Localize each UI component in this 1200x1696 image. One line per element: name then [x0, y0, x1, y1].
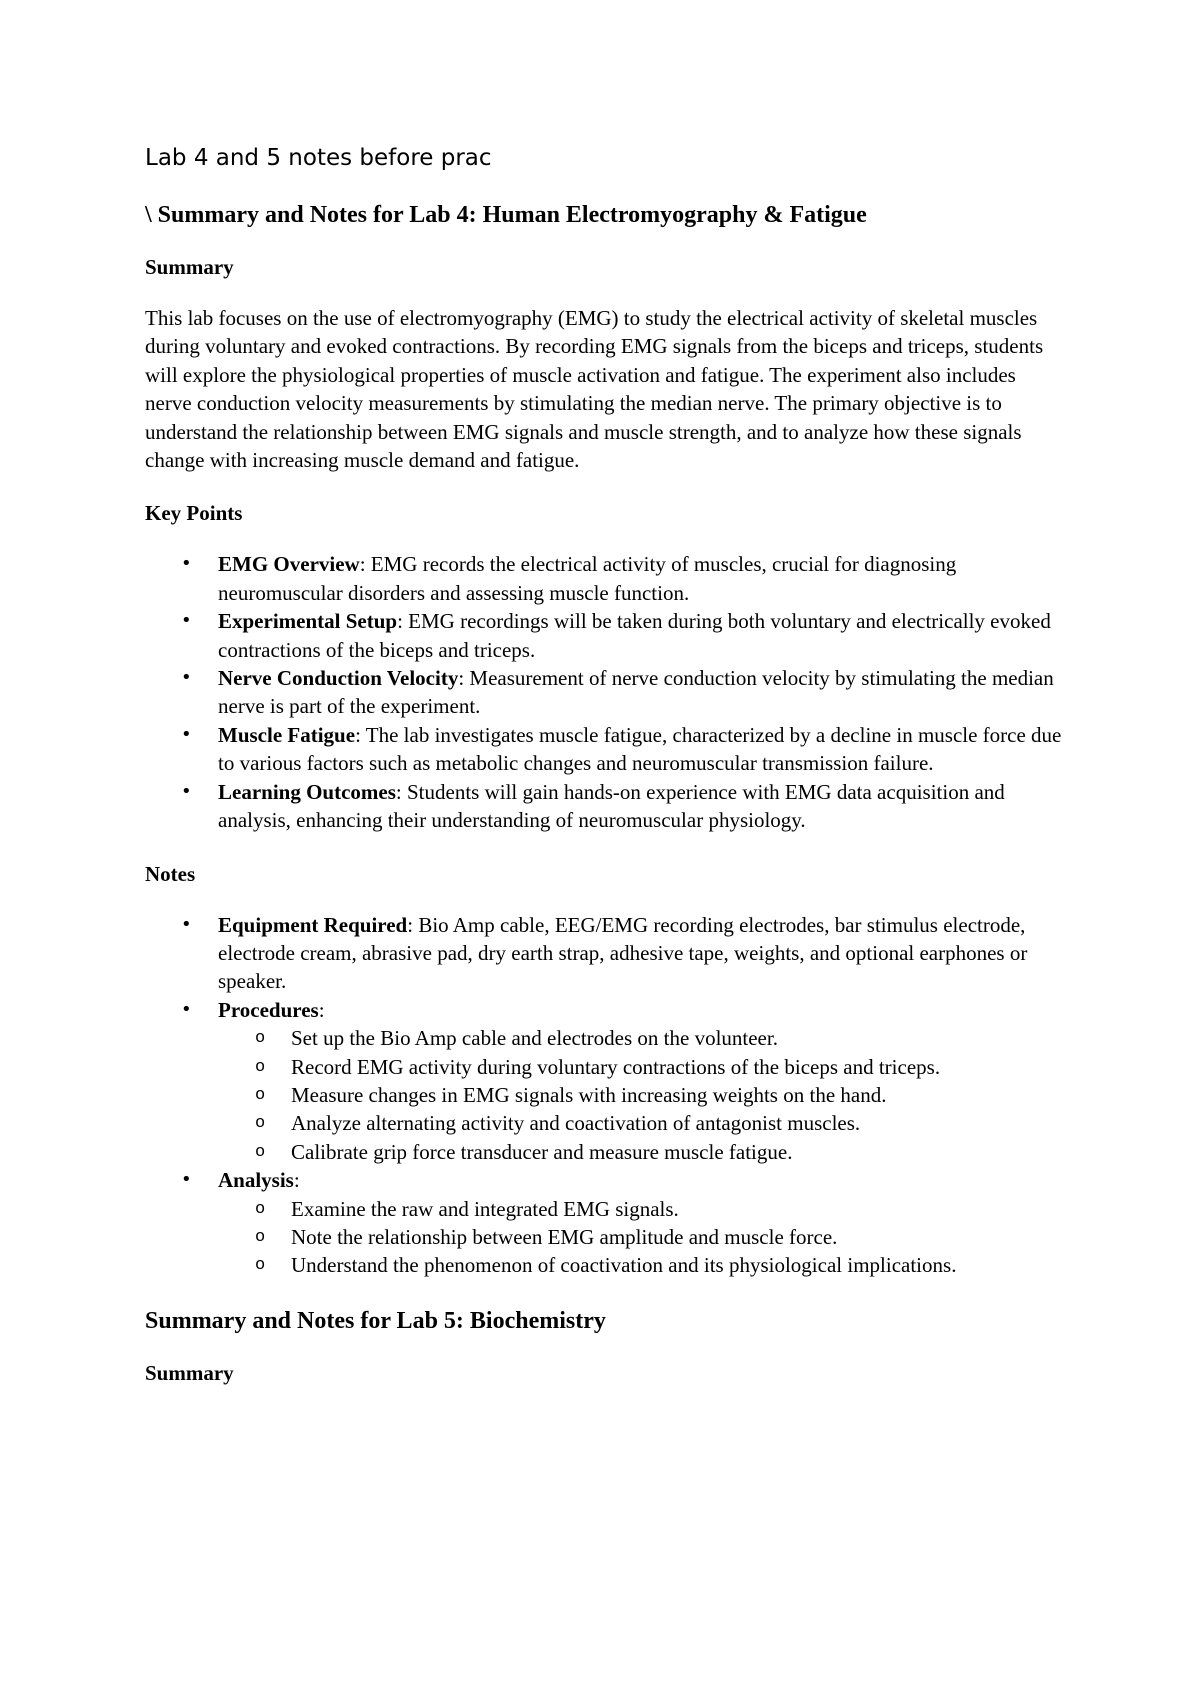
- list-item-term: Experimental Setup: [218, 609, 398, 634]
- list-item: [145, 721, 1065, 778]
- lab5-heading: Summary and Notes for Lab 5: Biochemistry: [145, 1307, 606, 1334]
- list-item-term: Muscle Fatigue: [218, 722, 356, 747]
- bullet-icon: •: [181, 998, 192, 1020]
- list-item-text: : EMG records the electrical activity of muscles, crucial for diagnosing neuromuscular disorders and assessing muscle function.: [218, 552, 957, 605]
- bullet-icon: •: [181, 780, 192, 802]
- sub-list-item-text: Understand the phenomenon of coactivation and its physiological implications.: [291, 1253, 957, 1278]
- list-item-term: Equipment Required: [218, 912, 408, 937]
- list-item: [145, 778, 1065, 835]
- list-item-equipment: [145, 911, 1065, 996]
- list-item-text: :: [318, 997, 325, 1022]
- list-item-analysis: [145, 1166, 1065, 1280]
- list-item-term: Nerve Conduction Velocity: [218, 666, 459, 691]
- bullet-icon: •: [181, 723, 192, 745]
- list-item-text: : Measurement of nerve conduction velocity by stimulating the median nerve is part of the experiment.: [218, 666, 1054, 719]
- sub-list-item-text: Examine the raw and integrated EMG signals.: [291, 1196, 679, 1221]
- sub-bullet-icon: o: [255, 1142, 266, 1162]
- sub-list-item-text: Record EMG activity during voluntary contractions of the biceps and triceps.: [291, 1054, 941, 1079]
- sub-list-item-text: Calibrate grip force transducer and measure muscle fatigue.: [291, 1139, 793, 1164]
- sub-list-item: [145, 1109, 1065, 1137]
- lab4-summary-heading: Summary: [145, 255, 234, 279]
- sub-list-item: [145, 1223, 1065, 1251]
- sub-bullet-icon: o: [255, 1227, 266, 1247]
- sub-list-item: [145, 1195, 1065, 1223]
- list-item: [145, 607, 1065, 664]
- procedures-sublist: [218, 1024, 1065, 1166]
- lab4-notes-heading: Notes: [145, 861, 196, 886]
- list-item-term: EMG Overview: [218, 552, 360, 577]
- bullet-icon: •: [181, 610, 192, 632]
- sub-list-item-text: Analyze alternating activity and coactivation of antagonist muscles.: [291, 1111, 861, 1136]
- list-item-term: Analysis: [218, 1168, 294, 1193]
- analysis-sublist: [218, 1195, 1065, 1280]
- list-item-text: : Bio Amp cable, EEG/EMG recording electrodes, bar stimulus electrode, electrode cream, abrasive pad, dry earth strap, adhesive tape, weights, and optional earphones or speaker.: [218, 912, 1028, 994]
- sub-bullet-icon: o: [255, 1114, 266, 1134]
- list-item-procedures: [145, 996, 1065, 1166]
- list-item-text: :: [293, 1168, 300, 1193]
- sub-list-item: [145, 1138, 1065, 1166]
- sub-bullet-icon: o: [255, 1029, 266, 1049]
- sub-list-item-text: Measure changes in EMG signals with increasing weights on the hand.: [291, 1082, 887, 1107]
- sub-list-item: [145, 1053, 1065, 1081]
- sub-list-item: [145, 1081, 1065, 1109]
- list-item-text: : EMG recordings will be taken during both voluntary and electrically evoked contractions of the biceps and triceps.: [218, 609, 1051, 662]
- bullet-icon: •: [181, 1169, 192, 1191]
- lab4-summary-paragraph: This lab focuses on the use of electromyography (EMG) to study the electrical activity of skeletal muscles during voluntary and evoked contractions. By recording EMG signals from the biceps and triceps, students will explore the physiological properties of muscle activation and fatigue. The experiment also includes nerve conduction velocity measurements by stimulating the median nerve. The primary objective is to understand the relationship between EMG signals and muscle strength, and to analyze how these signals change with increasing muscle demand and fatigue.: [145, 306, 1044, 473]
- lab4-key-points-heading: Key Points: [145, 501, 243, 526]
- sub-list-item-text: Set up the Bio Amp cable and electrodes on the volunteer.: [291, 1026, 778, 1051]
- sub-bullet-icon: o: [255, 1085, 266, 1105]
- list-item-text: : Students will gain hands-on experience with EMG data acquisition and analysis, enhancing their understanding of neuromuscular physiology.: [218, 779, 1005, 833]
- lab5-summary-heading: Summary: [145, 1360, 234, 1385]
- list-item: [145, 550, 1065, 607]
- document-title: Lab 4 and 5 notes before prac: [145, 145, 492, 171]
- bullet-icon: •: [181, 913, 192, 935]
- key-points-list: [145, 550, 1065, 834]
- bullet-icon: •: [181, 667, 192, 689]
- list-item: [145, 664, 1065, 721]
- notes-list: [145, 911, 1065, 1280]
- list-item-term: Procedures: [218, 997, 319, 1022]
- lab4-heading: \ Summary and Notes for Lab 4: Human Electromyography & Fatigue: [145, 202, 867, 228]
- sub-bullet-icon: o: [255, 1256, 266, 1276]
- document-page: [145, 140, 1065, 1410]
- bullet-icon: •: [181, 553, 192, 575]
- sub-list-item-text: Note the relationship between EMG amplitude and muscle force.: [291, 1224, 838, 1249]
- list-item-term: Learning Outcomes: [218, 779, 396, 804]
- sub-list-item: [145, 1024, 1065, 1052]
- sub-bullet-icon: o: [255, 1199, 266, 1219]
- sub-list-item: [145, 1251, 1065, 1279]
- list-item-text: : The lab investigates muscle fatigue, characterized by a decline in muscle force due to various factors such as metabolic changes and neuromuscular transmission failure.: [218, 722, 1062, 776]
- sub-bullet-icon: o: [255, 1057, 266, 1077]
